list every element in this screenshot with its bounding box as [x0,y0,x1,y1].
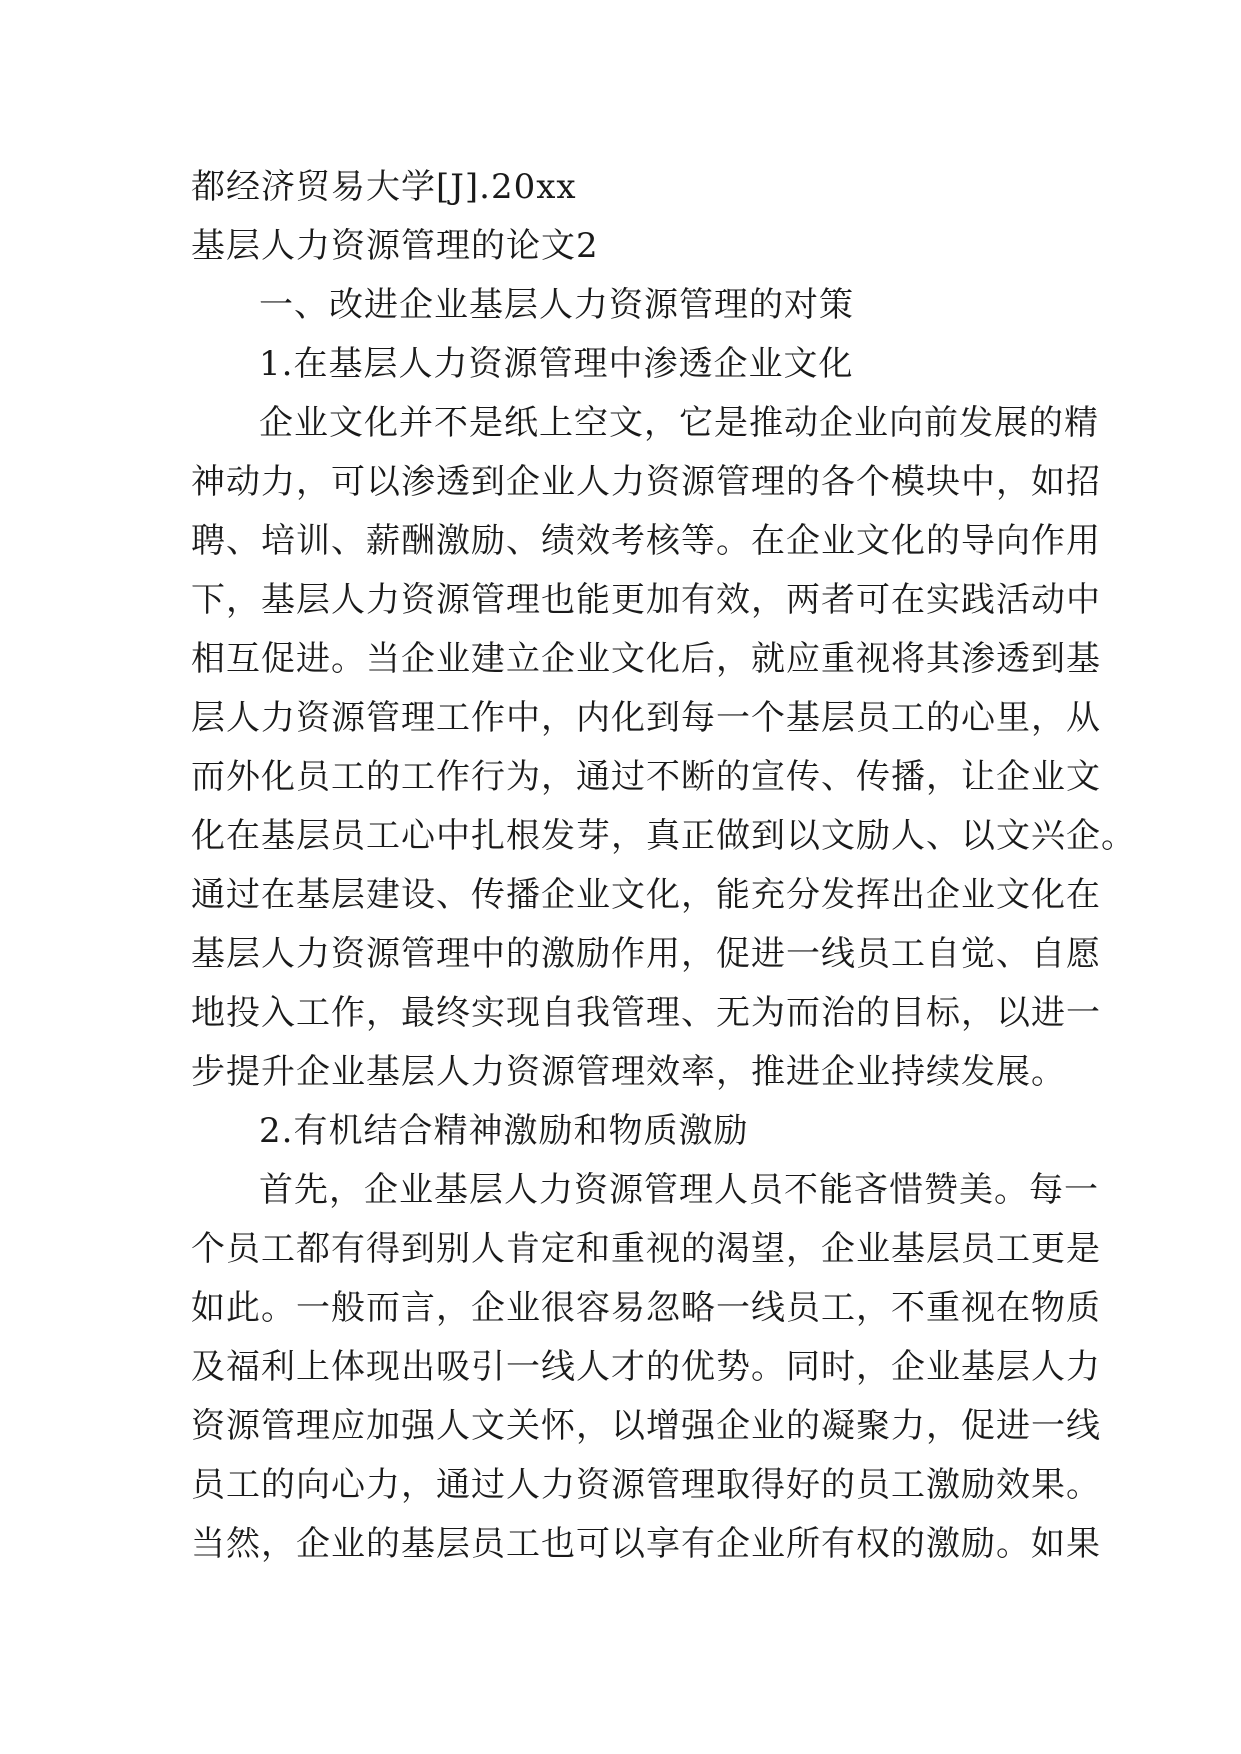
paragraph-line: 企业文化并不是纸上空文，它是推动企业向前发展的精 [259,403,1099,443]
paragraph-line: 化在基层员工心中扎根发芽，真正做到以文励人、以文兴企。 [191,816,1136,856]
paragraph-line: 聘、培训、薪酬激励、绩效考核等。在企业文化的导向作用 [191,521,1101,561]
paper-title: 基层人力资源管理的论文2 [191,226,599,266]
paragraph-line: 下，基层人力资源管理也能更加有效，两者可在实践活动中 [191,580,1101,620]
paragraph-line: 神动力，可以渗透到企业人力资源管理的各个模块中，如招 [191,462,1101,502]
reference-line: 都经济贸易大学[J].20xx [191,167,577,207]
paragraph-line: 步提升企业基层人力资源管理效率，推进企业持续发展。 [191,1052,1066,1092]
paragraph-line: 如此。一般而言，企业很容易忽略一线员工，不重视在物质 [191,1288,1101,1328]
paragraph-line: 个员工都有得到别人肯定和重视的渴望，企业基层员工更是 [191,1229,1101,1269]
subsection-heading: 1.在基层人力资源管理中渗透企业文化 [259,344,854,384]
paragraph-line: 基层人力资源管理中的激励作用，促进一线员工自觉、自愿 [191,934,1101,974]
paragraph-line: 层人力资源管理工作中，内化到每一个基层员工的心里，从 [191,698,1101,738]
section-heading: 一、改进企业基层人力资源管理的对策 [259,285,854,325]
paragraph-line: 地投入工作，最终实现自我管理、无为而治的目标，以进一 [191,993,1101,1033]
paragraph-line: 通过在基层建设、传播企业文化，能充分发挥出企业文化在 [191,875,1101,915]
paragraph-line: 而外化员工的工作行为，通过不断的宣传、传播，让企业文 [191,757,1101,797]
subsection-heading: 2.有机结合精神激励和物质激励 [259,1111,749,1151]
paragraph-line: 资源管理应加强人文关怀，以增强企业的凝聚力，促进一线 [191,1406,1101,1446]
document-body [191,158,1136,1574]
paragraph-line: 首先，企业基层人力资源管理人员不能吝惜赞美。每一 [259,1170,1099,1210]
paragraph-line: 相互促进。当企业建立企业文化后，就应重视将其渗透到基 [191,639,1101,679]
paragraph-line: 当然，企业的基层员工也可以享有企业所有权的激励。如果 [191,1524,1101,1564]
paragraph-line: 员工的向心力，通过人力资源管理取得好的员工激励效果。 [191,1465,1101,1505]
paragraph-line: 及福利上体现出吸引一线人才的优势。同时，企业基层人力 [191,1347,1101,1387]
